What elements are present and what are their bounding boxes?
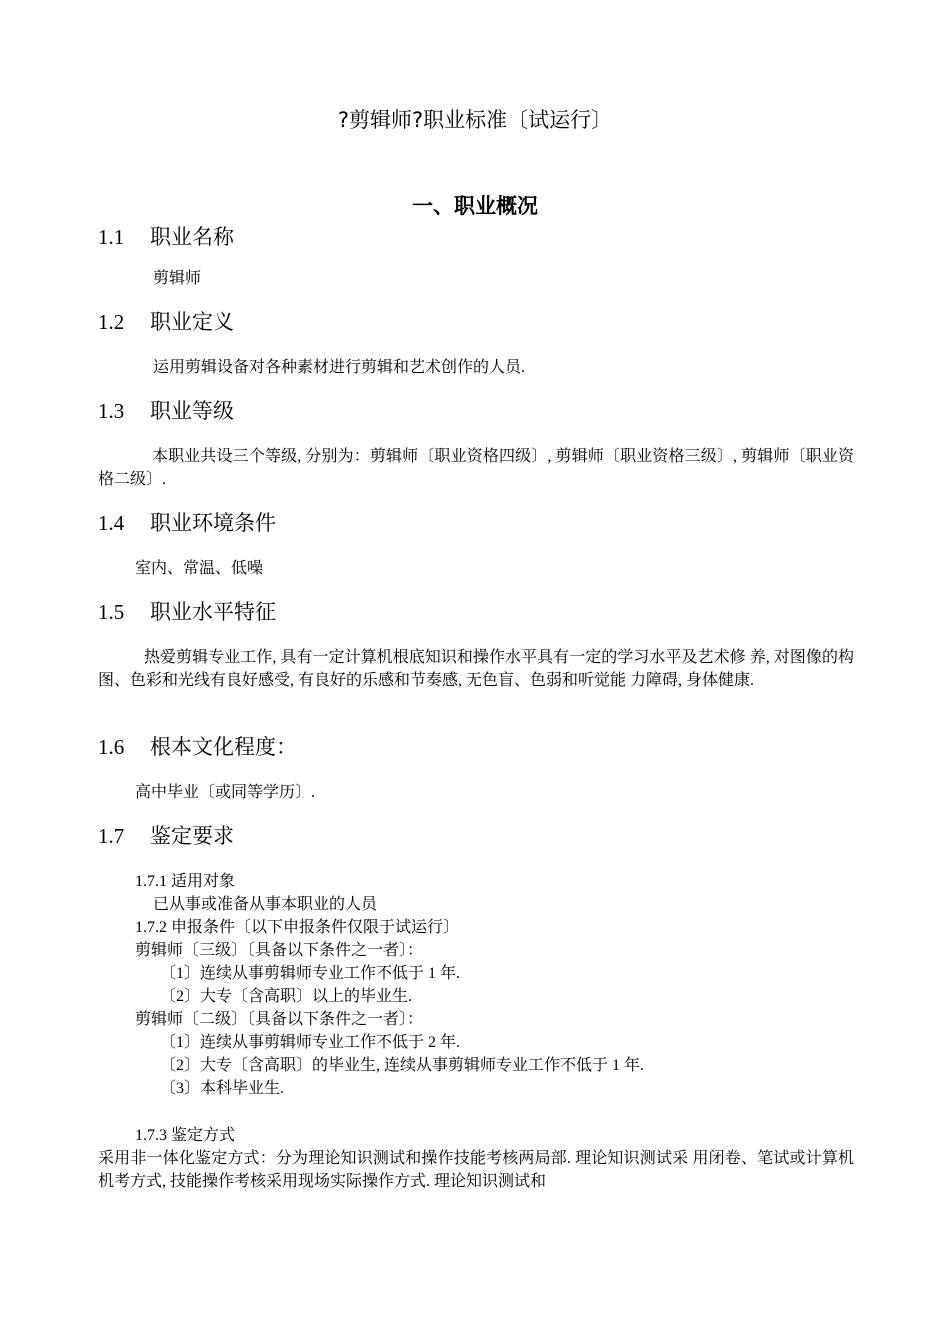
list-item: 〔2〕大专〔含高职〕的毕业生, 连续从事剪辑师专业工作不低于 1 年. — [160, 1057, 645, 1074]
section-heading-1-5 — [98, 596, 276, 628]
section-body-1-1: 剪辑师 — [153, 270, 202, 287]
section-number: 1.3 — [98, 399, 125, 423]
section-title: 职业名称 — [150, 225, 234, 249]
section-heading-1-6 — [98, 731, 297, 763]
section-number: 1.5 — [98, 600, 125, 624]
section-body-1-5: 热爱剪辑专业工作, 具有一定计算机根底知识和操作水平具有一定的学习水平及艺术修 养, 对图像的构图、色彩和光线有良好感受, 有良好的乐感和节奏感, 无色盲、色弱和听觉能 力障碍, 身体健康. — [98, 649, 854, 689]
list-item: 〔3〕本科毕业生. — [160, 1080, 285, 1097]
subsection-heading-1-7-2: 1.7.2 申报条件〔以下申报条件仅限于试运行〕 — [135, 919, 460, 936]
section-heading-1-3 — [98, 395, 234, 427]
section-body-1-6: 高中毕业〔或同等学历〕. — [135, 784, 316, 801]
section-title: 职业定义 — [150, 310, 234, 334]
list-item: 〔1〕连续从事剪辑师专业工作不低于 1 年. — [160, 965, 461, 982]
section-body-1-4: 室内、常温、低噪 — [135, 560, 264, 577]
section-body-1-7-3: 采用非一体化鉴定方式：分为理论知识测试和操作技能考核两局部. 理论知识测试采 用闭卷、笔试或计算机机考方式, 技能操作考核采用现场实际操作方式. 理论知识测试和 — [98, 1150, 854, 1190]
section-heading-1-2 — [98, 306, 234, 338]
section-number: 1.7 — [98, 824, 125, 848]
section-number: 1.4 — [98, 511, 125, 535]
section-title: 职业水平特征 — [150, 600, 276, 624]
section-title: 职业等级 — [150, 399, 234, 423]
section-number: 1.6 — [98, 735, 125, 759]
section-title: 鉴定要求 — [150, 824, 234, 848]
list-item: 剪辑师〔三级〕〔具备以下条件之一者〕： — [135, 942, 424, 959]
list-item: 已从事或准备从事本职业的人员 — [153, 896, 378, 913]
section-heading-1-4 — [98, 507, 276, 539]
list-item: 剪辑师〔二级〕〔具备以下条件之一者〕： — [135, 1011, 424, 1028]
section-title: 根本文化程度： — [150, 735, 297, 759]
subsection-heading-1-7-1: 1.7.1 适用对象 — [135, 873, 236, 890]
section-number: 1.2 — [98, 310, 125, 334]
section-heading-1-7 — [98, 820, 234, 852]
section-body-1-3: 本职业共设三个等级, 分别为：剪辑师〔职业资格四级〕, 剪辑师〔职业资格三级〕, 剪辑师〔职业资格二级〕. — [98, 448, 854, 488]
section-heading-1-1 — [98, 221, 234, 253]
list-item: 〔2〕大专〔含高职〕以上的毕业生. — [160, 988, 413, 1005]
document-title: ?剪辑师?职业标准〔试运行〕 — [337, 108, 613, 132]
section-title: 职业环境条件 — [150, 511, 276, 535]
section-body-1-2: 运用剪辑设备对各种素材进行剪辑和艺术创作的人员. — [153, 359, 526, 376]
subsection-heading-1-7-3: 1.7.3 鉴定方式 — [135, 1127, 236, 1144]
section-number: 1.1 — [98, 225, 125, 249]
chapter-heading: 一、职业概况 — [412, 194, 538, 218]
list-item: 〔1〕连续从事剪辑师专业工作不低于 2 年. — [160, 1034, 461, 1051]
